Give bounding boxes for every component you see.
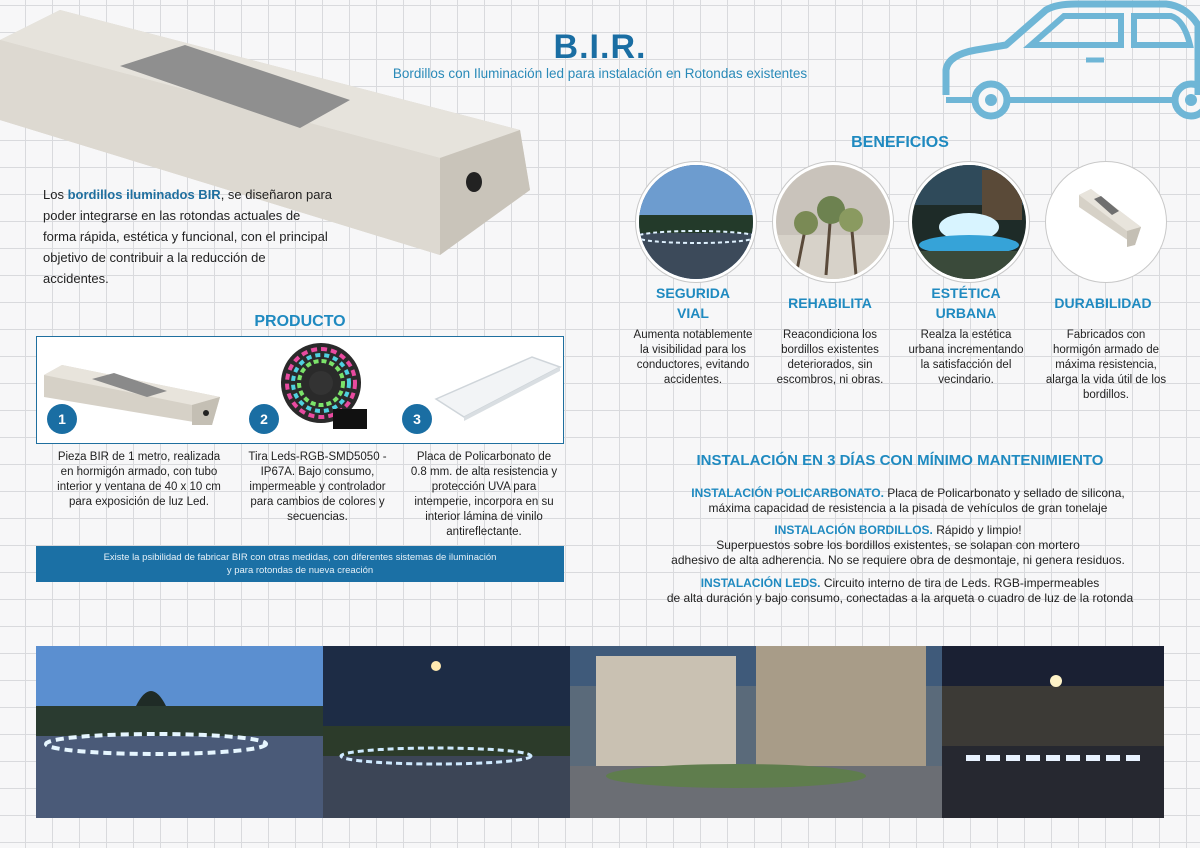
beneficio-label-rehabilita: REHABILITA — [788, 295, 872, 311]
roundabout-photo-2 — [323, 646, 570, 818]
led-strip-image — [273, 339, 369, 435]
instalacion-title: INSTALACIÓN EN 3 DÍAS CON MÍNIMO MANTENIMIENTO — [696, 452, 1104, 469]
beneficio-desc: Aumenta notablemente la visibilidad para los conductores, evitando accidentes. — [633, 329, 753, 386]
producto-desc-1: Pieza BIR de 1 metro, realizada en hormigón armado, con tubo interior y ventana de 40 x 10 cm para exposición de luz Led. — [57, 451, 221, 508]
polycarbonate-image — [432, 347, 562, 427]
beneficio-label-durabilidad: DURABILIDAD — [1054, 295, 1152, 311]
item-number-badge: 2 — [249, 404, 279, 434]
beneficio-label-estetica: ESTÉTICA URBANA — [931, 285, 1001, 321]
page-title: B.I.R. — [553, 28, 647, 66]
photo-strip — [36, 646, 1164, 818]
info-banner: Existe la psibilidad de fabricar BIR con otras medidas, con diferentes sistemas de iluminación y para rotondas de nueva creación — [36, 546, 564, 582]
roundabout-photo-1 — [36, 646, 323, 818]
producto-desc-3: Placa de Policarbonato de 0.8 mm. de alta resistencia y protección UVA para intemperie, incorpora en su interior lámina de vinilo antireflectante. — [410, 451, 558, 538]
intro-text: Los bordillos iluminados BIR, se diseñaron para poder integrarse en las rotondas actuales de forma rápida, estética y funcional, con el principal objetivo de contribuir a la reducción de accidentes. — [43, 187, 332, 286]
roundabout-photo-3 — [570, 646, 942, 818]
rehabilita-photo — [773, 162, 893, 282]
roundabout-photo-4 — [942, 646, 1164, 818]
item-number-badge: 3 — [402, 404, 432, 434]
intro-highlight: bordillos iluminados BIR — [67, 187, 221, 202]
producto-box — [36, 336, 564, 444]
producto-title: PRODUCTO — [254, 313, 346, 330]
instalacion-leds: INSTALACIÓN LEDS. Circuito interno de tira de Leds. RGB-impermeables de alta duración y bajo consumo, conectadas a la arqueta o cuadro de luz de la rotonda — [666, 576, 1134, 605]
beneficio-desc: Realza la estética urbana incrementando la satisfacción del vecindario. — [908, 329, 1024, 386]
durabilidad-photo — [1046, 162, 1166, 282]
beneficio-label-seguridad: SEGURIDA VIAL — [656, 285, 730, 321]
beneficio-desc: Reacondiciona los bordillos existentes deteriorados, sin escombros, ni obras. — [776, 329, 884, 386]
beneficios-title: BENEFICIOS — [851, 134, 949, 151]
page-subtitle: Bordillos con Iluminación led para instalación en Rotondas existentes — [392, 66, 808, 81]
instalacion-policarbonato: INSTALACIÓN POLICARBONATO. Placa de Policarbonato y sellado de silicona, máxima capacidad de resistencia a la pisada de vehículos de gran tonelaje — [691, 486, 1125, 515]
instalacion-bordillos: INSTALACIÓN BORDILLOS. Rápido y limpio! Superpuestos sobre los bordillos existentes, se solapan con mortero adhesivo de alta adherencia. No se requiere obra de desmontaje, ni genera residuos. — [671, 523, 1125, 567]
estetica-urbana-photo — [909, 162, 1029, 282]
item-number-badge: 1 — [47, 404, 77, 434]
car-icon — [936, 0, 1200, 128]
seguridad-vial-photo — [636, 162, 756, 282]
beneficio-desc: Fabricados con hormigón armado de máxima resistencia, alarga la vida útil de los bordillos. — [1045, 329, 1167, 401]
producto-desc-2: Tira Leds-RGB-SMD5050 - IP67A. Bajo consumo, impermeable y controlador para cambios de colores y secuencias. — [248, 451, 387, 523]
